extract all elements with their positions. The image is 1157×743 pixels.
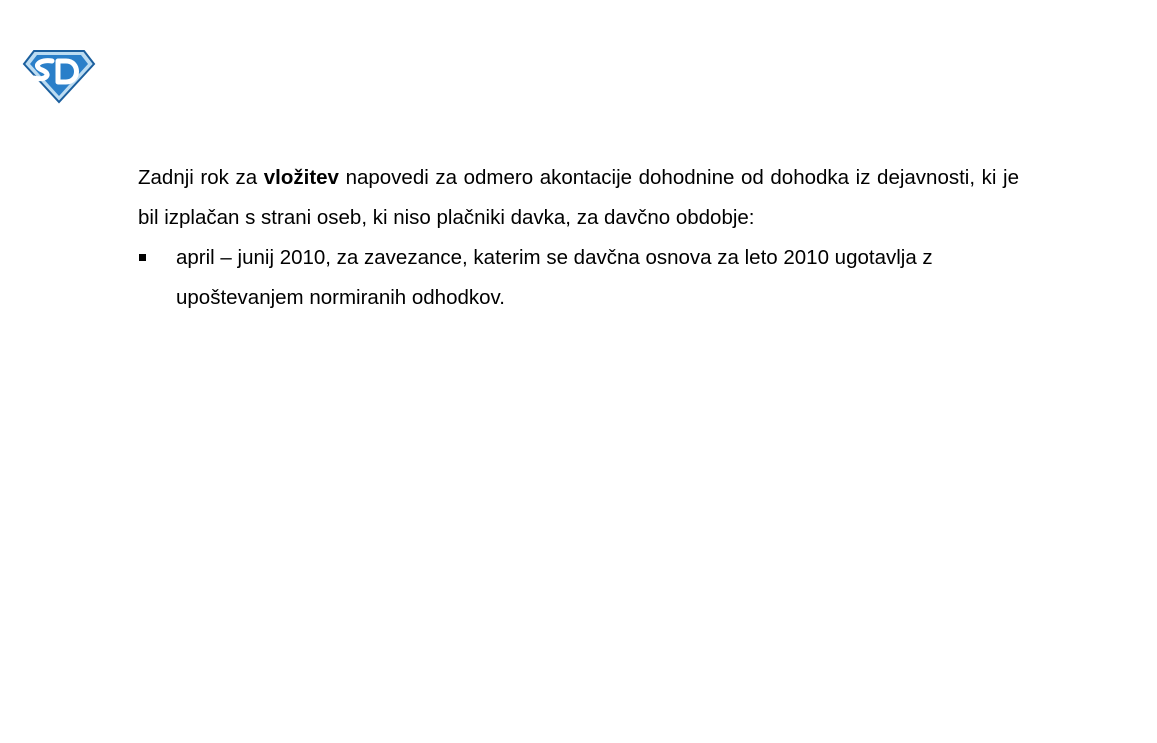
square-bullet-icon [139,254,146,261]
list-item [138,238,1019,318]
intro-text-start: Zadnji rok za [138,166,264,189]
bullet-list [138,238,1019,318]
list-item-text: april – junij 2010, za zavezance, katerim se davčna osnova za leto 2010 ugotavlja z upoštevanjem normiranih odhodkov. [176,246,933,309]
document-body [138,158,1019,318]
sd-shield-logo-icon [22,48,96,104]
intro-paragraph [138,158,1019,238]
intro-bold-term: vložitev [263,166,339,189]
intro-text-end: napovedi za odmero akontacije dohodnine od dohodka iz dejavnosti, ki je bil izplačan s strani oseb, ki niso plačniki davka, za davčno obdobje: [138,166,1019,229]
